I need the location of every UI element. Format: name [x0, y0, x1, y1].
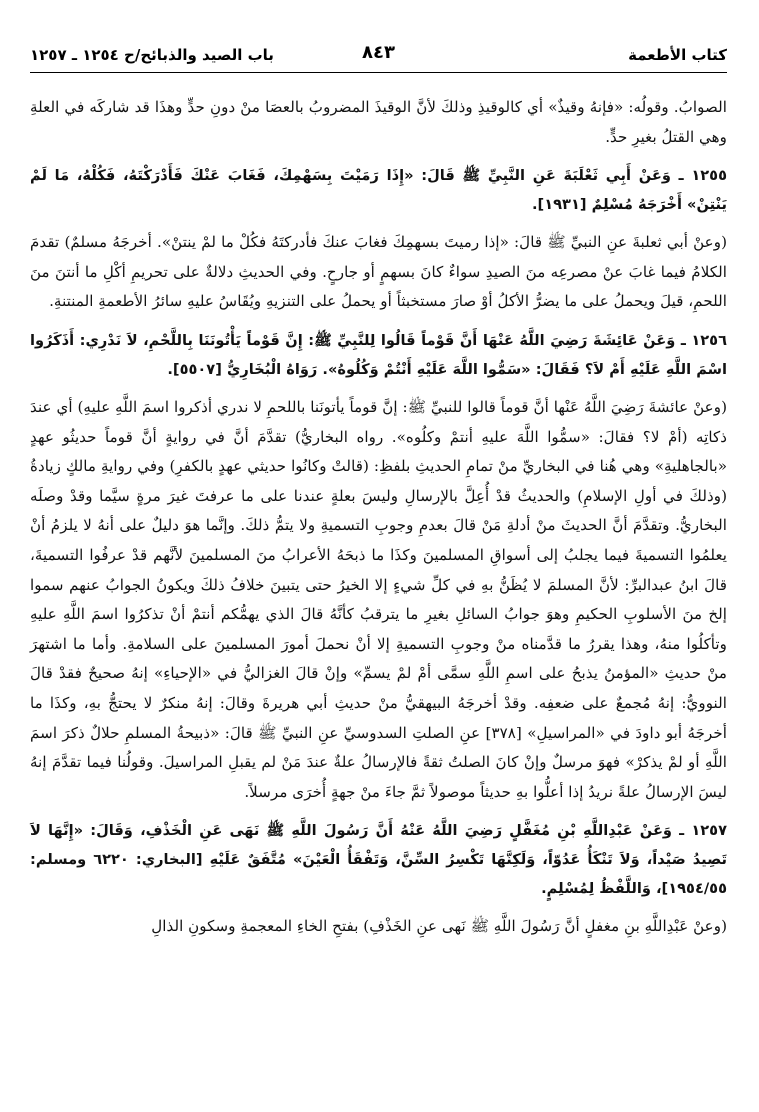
- commentary-paragraph: (وعنْ أبي ثعلبةَ عنِ النبيِّ ﷺ قالَ: «إذا رميتَ بسهمِكَ فغابَ عنكَ فأدركتَهُ فكُلْ ما لمْ ينتنْ». أخرجَهُ مسلمٌ) تقدمَ الكلامُ فيما غابَ عنْ مصرعِه منَ الصيدِ سواءٌ كانَ بسهمٍ أو جارحٍ. وفي الحديثِ دلالةٌ على تحريمِ أكْلِ ما أنتنَ منَ اللحمِ، قيلَ ويحملُ على ما يضرُّ الأكلُ أوْ صارَ مستخبثاً أو يحملُ على التنزيهِ ويُقَاسُ عليهِ سائرُ الأطعمةِ المنتنةِ.: [30, 233, 727, 311]
- hadith-1255: ١٢٥٥ ـ وَعَنْ أَبِي ثَعْلَبَةَ عَنِ النَّبِيِّ ﷺ قَالَ: «إِذَا رَمَيْتَ بِسَهْمِكَ، فَغَابَ عَنْكَ فَأَدْرَكْتَهُ، فَكُلْهُ، مَا لَمْ يَنْتِنْ» أَخْرَجَهُ مُسْلِمٌ [١٩٣١].: [30, 167, 727, 214]
- page-body: [30, 84, 727, 942]
- book-title: كتاب الأطعمة: [628, 46, 727, 64]
- chapter-range: باب الصيد والذبائح/ح ١٢٥٤ ـ ١٢٥٧: [30, 46, 274, 64]
- hadith-1257: ١٢٥٧ ـ وَعَنْ عَبْدِاللَّهِ بْنِ مُغَفَّلٍ رَضِيَ اللَّهُ عَنْهُ أَنَّ رَسُولَ اللَّهِ ﷺ نَهَى عَنِ الْخَذْفِ، وَقَالَ: «إِنَّهَا لاَ تَصِيدُ صَيْداً، وَلاَ تَنْكَأُ عَدُوّاً، وَلَكِنَّهَا تَكْسِرُ السِّنَّ، وَتَفْقَأُ الْعَيْنَ» مُتَّفَقٌ عَلَيْهِ [البخاري: ٦٢٢٠ ومسلم: ١٩٥٤/٥٥]، وَاللَّفْظُ لِمُسْلِمٍ.: [30, 822, 727, 898]
- page-number: ٨٤٣: [362, 42, 395, 63]
- commentary-paragraph: (وعنْ عَبْدِاللَّهِ بنِ مغفلٍ أنَّ رَسُولَ اللَّهِ ﷺ نَهى عنِ الخَذْفِ) بفتحِ الخاءِ المعجمةِ وسكونِ الذالِ: [151, 917, 727, 936]
- commentary-paragraph: (وعنْ عائشةَ رَضِيَ اللَّهُ عَنْها أنَّ قوماً قالوا للنبيِّ ﷺ: إنَّ قوماً يأتونَنا باللحمِ لا ندري أذكروا اسمَ اللَّهِ عليهِ) أي عندَ ذكاتِه (أمْ لا؟ فقالَ: «سمُّوا اللَّهَ عليهِ أنتمْ وكلُوه». رواه البخاريُّ) تقدَّمَ أنَّ في روايةٍ أنَّ قوماً حديثُو عهدٍ «بالجاهليةِ» وهي هُنا في البخاريِّ منْ تمامِ الحديثِ بلفظِ: (قالتْ وكانُوا حديثي عهدٍ بالكفرِ) وفي روايةِ مالكٍ زيادةُ (وذلكَ في أولِ الإسلامِ) والحديثُ قدْ أُعِلَّ بالإرسالِ وليسَ بعلةٍ عندنا على ما عرفتَ غيرَ مرةٍ سيَّما وقدْ وصلَه البخاريُّ. وتقدَّمَ أنَّ الحديثَ منْ أدلةِ مَنْ قالَ بعدمِ وجوبِ التسميةِ ولا يتمُّ ذلكَ. وإنَّما هوَ دليلٌ على أنهُ لا يلزمُ أنْ يعلمُوا التسميةَ فيما يجلبُ إلى أسواقِ المسلمينَ وكذَا ما ذبحَهُ الأعرابُ منَ المسلمينَ لأنَّهم قدْ عرفُوا التسميةَ، قالَ ابنُ عبدالبرِّ: لأنَّ المسلمَ لا يُظَنُّ بهِ في كلِّ شيءٍ إلا الخيرُ حتى يتبينَ خلافُ ذلكَ ويكونُ الجوابُ عنهم سموا إلخ منَ الأسلوبِ الحكيمِ وهوَ جوابُ السائلِ بغيرِ ما يترقبُ كأنَّهُ قالَ الذي يهمُّكم أنتمْ أنْ تذكرُوا اسمَ اللَّهِ عليهِ وتأكلُوا منهُ، وهذا يقررُ ما قدَّمناه منْ وجوبِ التسميةِ إلا أنْ نحملَ أمورَ المسلمينَ على السلامةِ. وأما ما اشتهرَ منْ حديثِ «المؤمنُ يذبحُ على اسمِ اللَّهِ سمَّى أمْ لمْ يسمِّ» وإنْ قالَ الغزاليُّ في «الإحياءِ» إنهُ صحيحٌ فقدْ قالَ النوويُّ: إنهُ مُجمعٌ على ضعفِه. وقدْ أخرجَهُ البيهقيُّ منْ حديثِ أبي هريرةَ وقالَ: إنهُ منكرٌ لا يحتجُّ بهِ، وكذَا ما أخرجَهُ أبو داودَ في «المراسيلِ» [٣٧٨] عنِ الصلتِ السدوسيِّ عنِ النبيِّ ﷺ قالَ: «ذبيحةُ المسلمِ حلالٌ ذكرَ اسمَ اللَّهِ أو لمْ يذكرْ» فهوَ مرسلٌ وإنْ كانَ الصلتُ ثقةً فالإرسالُ علةٌ عندَ مَنْ لم يقبلِ المراسيلَ. وقولُنا فيما تقدَّمَ إنهُ ليسَ الإرسالُ علةً نريدُ إذا أعلُّوا بهِ حديثاً موصولاً ثمَّ جاءَ منْ جهةٍ أُخرَى مرسلاً.: [30, 397, 727, 801]
- hadith-1256: ١٢٥٦ ـ وَعَنْ عَائِشَةَ رَضِيَ اللَّهُ عَنْهَا أَنَّ قَوْماً قَالُوا لِلنَّبِيِّ ﷺ: إِنَّ قَوْماً يَأْتُونَنَا بِاللَّحْمِ، لاَ نَدْرِي: أَذَكَرُوا اسْمَ اللَّهِ عَلَيْهِ أَمْ لاَ؟ فَقَالَ: «سَمُّوا اللَّهَ عَلَيْهِ أَنْتُمْ وَكُلُوهُ». رَوَاهُ الْبُخَارِيُّ [٥٥٠٧].: [30, 331, 727, 378]
- running-header: [30, 40, 727, 70]
- commentary-paragraph: الصوابُ. وقولُه: «فإنهُ وقيذٌ» أي كالوقيذِ وذلكَ لأنَّ الوقيذَ المضروبُ بالعصَا منْ دونِ حدٍّ وهذَا قد شاركَه في العلةِ وهي القتلُ بغيرِ حدٍّ.: [30, 98, 727, 146]
- header-rule: [30, 72, 727, 73]
